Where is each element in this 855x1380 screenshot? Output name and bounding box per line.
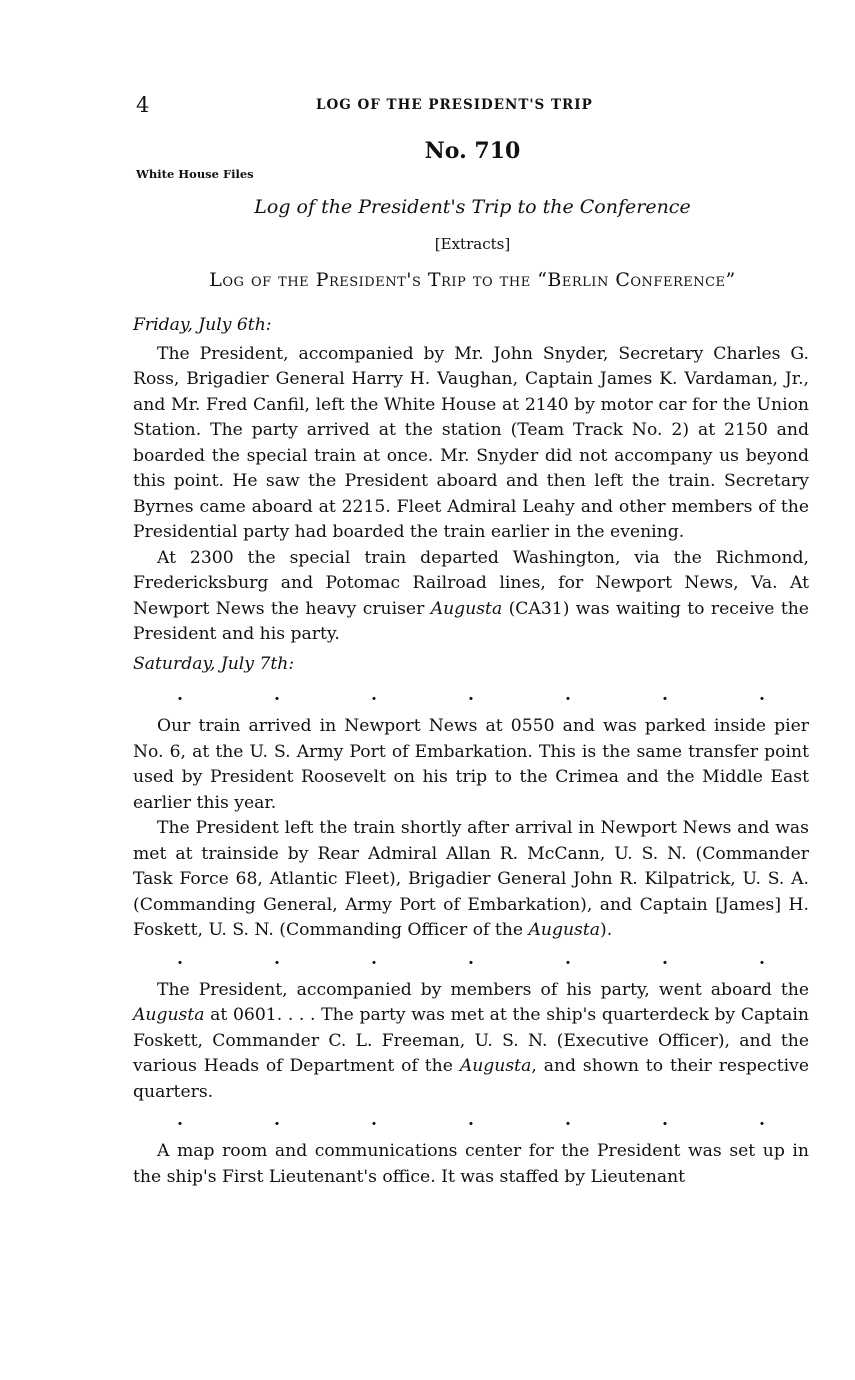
ellipsis-dot: . bbox=[371, 1110, 377, 1130]
ship-name: Augusta bbox=[459, 1056, 532, 1076]
ellipsis-dot: . bbox=[468, 685, 474, 705]
text-segment: The President left the train shortly after arrival in Newport News and was met at trainside by Rear Admiral Allan R. McCann, U. S. N. (Commander Task Force 68, Atlantic Fleet), Brigadier General John R. Kilpatrick, U. S. A. (Commanding General, Army Port of Embarkation), and Captain [James] H. Foskett, U. S. N. (Commanding Officer of the bbox=[133, 818, 809, 940]
ellipsis-dot: . bbox=[274, 948, 280, 969]
ellipsis-row bbox=[133, 680, 809, 714]
ellipsis-dot: . bbox=[177, 685, 183, 705]
text-segment: ). bbox=[600, 920, 613, 940]
ellipsis-dot: . bbox=[759, 948, 765, 969]
document-title: Log of the President's Trip to the Conference bbox=[254, 196, 691, 218]
ellipsis-dot: . bbox=[759, 1110, 765, 1130]
ellipsis-dot: . bbox=[177, 1110, 183, 1130]
date-heading-friday: Friday, July 6th: bbox=[133, 315, 272, 335]
ship-name: Augusta bbox=[528, 920, 601, 940]
ellipsis-dot: . bbox=[662, 685, 668, 705]
document-body bbox=[133, 313, 809, 1190]
ellipsis-dot: . bbox=[177, 948, 183, 969]
ellipsis-dot: . bbox=[468, 948, 474, 969]
ellipsis-dot: . bbox=[565, 948, 571, 969]
ship-name: Augusta bbox=[430, 598, 503, 619]
ellipsis-dot: . bbox=[565, 685, 571, 705]
text-segment: (CA31) was waiting to receive the President and his party. bbox=[133, 598, 809, 644]
ellipsis-dot: . bbox=[274, 685, 280, 705]
paragraph-friday-2 bbox=[133, 546, 809, 648]
ellipsis-row bbox=[133, 1105, 809, 1139]
ellipsis-dot: . bbox=[662, 1110, 668, 1130]
text-segment: , and shown to their respective quarters. bbox=[133, 1056, 809, 1102]
document-source: White House Files bbox=[136, 167, 254, 181]
extracts-label: [Extracts] bbox=[434, 235, 511, 253]
paragraph-saturday-4: A map room and communications center for the President was set up in the ship's First Lieutenant's office. It was staffed by Lieutenant bbox=[133, 1141, 809, 1187]
ellipsis-dot: . bbox=[565, 1110, 571, 1130]
ellipsis-dot: . bbox=[468, 1110, 474, 1130]
ellipsis-dot: . bbox=[371, 948, 377, 969]
running-title: LOG OF THE PRESIDENT'S TRIP bbox=[316, 97, 593, 113]
ellipsis-dot: . bbox=[662, 948, 668, 969]
log-heading: Log of the President's Trip to the “Berlin Conference” bbox=[209, 269, 736, 291]
page-number: 4 bbox=[136, 93, 150, 117]
paragraph-saturday-3 bbox=[133, 978, 809, 1106]
paragraph-friday-1: The President, accompanied by Mr. John Snyder, Secretary Charles G. Ross, Brigadier General Harry H. Vaughan, Captain James K. Vardaman, Jr., and Mr. Fred Canfil, left the White House at 2140 by motor car for the Union Station. The party arrived at the station (Team Track No. 2) at 2150 and boarded the special train at once. Mr. Snyder did not accompany us beyond this point. He saw the President aboard and then left the train. Secretary Byrnes came aboard at 2215. Fleet Admiral Leahy and other members of the Presidential party had boarded the train earlier in the evening. bbox=[133, 343, 809, 542]
text-segment: At 2300 the special train departed Washington, via the Richmond, Fredericksburg and Potomac Railroad lines, for Newport News, Va. At Newport News the heavy cruiser bbox=[133, 547, 809, 619]
ellipsis-row bbox=[133, 944, 809, 978]
ellipsis-dot: . bbox=[274, 1110, 280, 1130]
date-heading-saturday: Saturday, July 7th: bbox=[133, 653, 295, 674]
ship-name: Augusta bbox=[133, 1005, 205, 1025]
ellipsis-dot: . bbox=[371, 685, 377, 705]
ellipsis-dot: . bbox=[759, 685, 765, 705]
document-number: No. 710 bbox=[424, 138, 521, 164]
paragraph-saturday-2 bbox=[133, 816, 809, 944]
text-segment: at 0601. . . . The party was met at the ship's quarterdeck by Captain Foskett, Commander C. L. Freeman, U. S. N. (Executive Officer), and the various Heads of Department of the bbox=[133, 1005, 809, 1076]
text-segment: The President, accompanied by members of his party, went aboard the bbox=[157, 979, 809, 1000]
paragraph-saturday-1: Our train arrived in Newport News at 0550 and was parked inside pier No. 6, at the U. S. Army Port of Embarkation. This is the same transfer point used by President Roosevelt on his trip to the Crimea and the Middle East earlier this year. bbox=[133, 716, 809, 813]
